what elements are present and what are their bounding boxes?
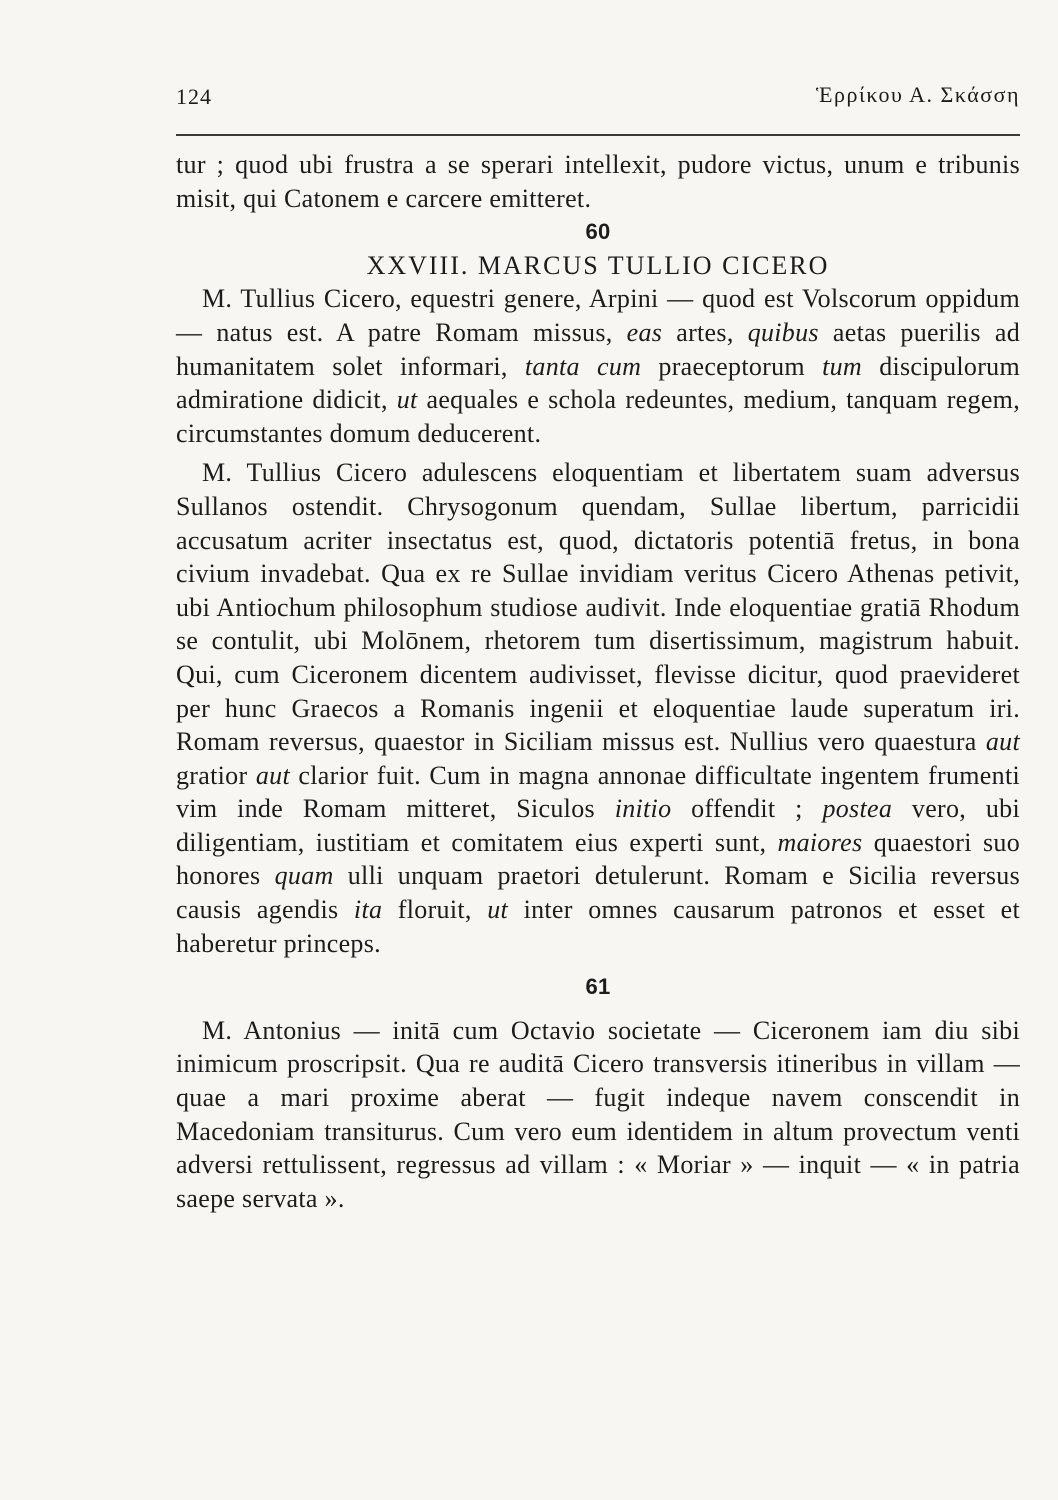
running-title: Ἑρρίκου Α. Σκάσση	[816, 82, 1020, 107]
text-run: M. Tullius Cicero adulescens eloquentiam et libertatem suam adversus Sullanos ostendit. Chrysogonum quendam, Sullae libertum, parricidii accusatum acriter insectatus est, quod, dictatoris potentiā fretus, in bona civium invadebat. Qua ex re Sullae invidiam veritus Cicero Athenas petivit, ubi Antiochum philosophum studiose audivit. Inde eloquentiae gratiā Rhodum se contulit, ubi Molōnem, rhetorem tum disertissimum, magistrum habuit. Qui, cum Ciceronem dicentem audivisset, flevisse dicitur, quod praevideret per hunc Graecos a Romanis ingenii et eloquentiae laude superatum iri. Romam reversus, quaestor in Siciliam missus est. Nullius vero quaestura	[176, 458, 1020, 757]
chapter-title: XXVIII. MARCUS TULLIO CICERO	[366, 250, 830, 280]
section-number-61: 61	[585, 974, 611, 1000]
text-run: artes,	[662, 317, 748, 347]
italic-word: aut	[255, 760, 290, 790]
book-page	[176, 60, 1020, 1470]
italic-word: ita	[353, 895, 383, 925]
text-run: praeceptorum	[641, 351, 823, 381]
italic-word: aut	[985, 727, 1020, 757]
text-run: inter omnes causarum patronos et esset et haberetur princeps.	[176, 895, 1020, 958]
page-number: 124	[176, 84, 212, 109]
text-run: gratior	[176, 760, 256, 790]
italic-word: ut	[396, 385, 418, 415]
text-run: floruit,	[382, 895, 488, 925]
text-run: ulli unquam praetori detulerunt. Romam e Sicilia reversus causis agendis	[176, 861, 1021, 925]
body-text	[176, 148, 1020, 1215]
text-run: quaestori suo honores	[176, 827, 1020, 891]
opening-paragraph: tur ; quod ubi frustra a se sperari intellexit, pudore victus, unum e tribunis misit, qui Catonem e carcere emitteret.	[176, 150, 1020, 213]
paragraph-cicero-proscription: M. Antonius — initā cum Octavio societate — Ciceronem iam diu sibi inimicum proscripsit. Qua re auditā Cicero transversis itineribus in villam — quae a mari proxime aberat — fugit indeque navem conscendit in Macedoniam transiturus. Cum vero eum identidem in altum provectum venti adversi rettulissent, regressus ad villam : « Moriar » — inquit — « in patria saepe servata ».	[176, 1015, 1020, 1213]
italic-word: maiores	[777, 827, 863, 857]
italic-word: ut	[487, 895, 509, 925]
text-run: clarior fuit. Cum in magna annonae difficultate ingentem frumenti vim inde Romam mitteret, Siculos	[176, 760, 1020, 824]
paragraph-cicero-career	[176, 456, 1020, 960]
italic-word: initio	[614, 794, 672, 824]
italic-word: quibus	[747, 317, 819, 347]
text-run: vero, ubi diligentiam, iustitiam et comitatem eius experti sunt,	[176, 794, 1020, 857]
header-rule	[176, 134, 1020, 136]
italic-word: quam	[274, 861, 334, 891]
text-run: aequales e schola redeuntes, medium, tanquam regem, circumstantes domum deducerent.	[176, 385, 1020, 448]
italic-word: tanta cum	[524, 351, 642, 381]
text-run: offendit ;	[671, 794, 823, 824]
text-run: aetas puerilis ad humanitatem solet informari,	[176, 317, 1021, 381]
paragraph-cicero-youth	[176, 282, 1020, 450]
text-run: discipulorum admiratione didicit,	[176, 351, 1021, 415]
section-number-60: 60	[585, 219, 611, 245]
text-run: M. Tullius Cicero, equestri genere, Arpini — quod est Volscorum oppidum — natus est. A patre Romam missus,	[176, 284, 1020, 347]
running-head	[176, 78, 1020, 118]
italic-word: tum	[822, 351, 863, 381]
italic-word: eas	[626, 317, 663, 347]
italic-word: postea	[822, 794, 893, 824]
